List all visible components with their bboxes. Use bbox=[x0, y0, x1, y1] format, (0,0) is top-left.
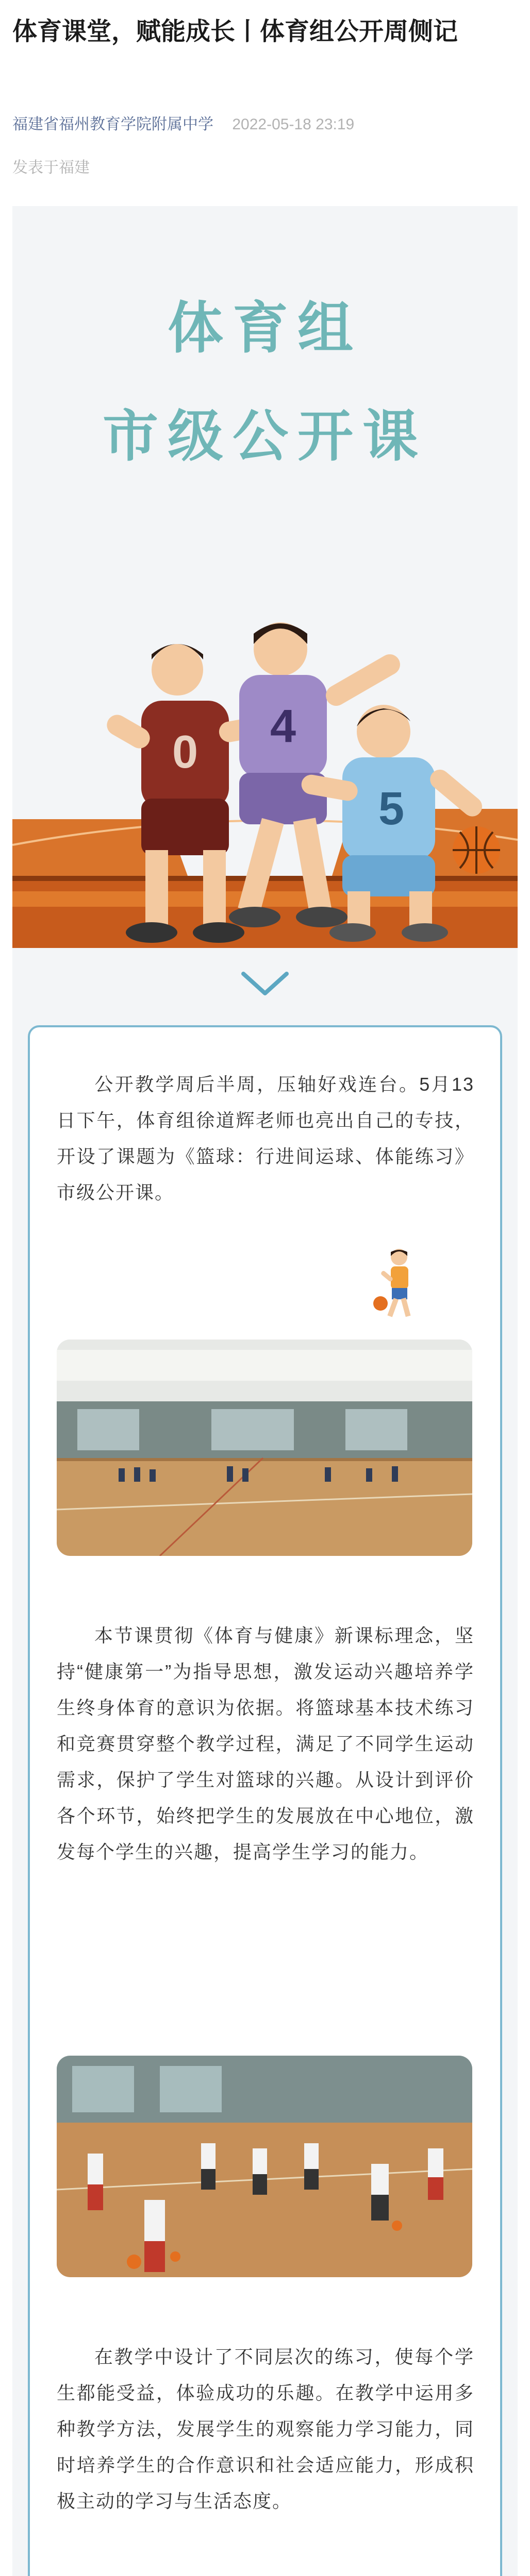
paragraph-2 bbox=[57, 1618, 474, 1870]
publish-date: 2022-05-18 23:19 bbox=[232, 116, 355, 133]
player-number-4: 4 bbox=[270, 701, 296, 752]
player-number-0: 0 bbox=[172, 726, 198, 778]
banner-title-line1: 体育组 bbox=[167, 297, 362, 359]
article-meta bbox=[12, 114, 518, 135]
dribbling-kid-icon bbox=[368, 1247, 425, 1324]
paragraph-1-text: 公开教学周后半周，压轴好戏连台。5月13日下午，体育组徐道辉老师也亮出自己的专技，开设了课题为《篮球：行进间运球、体能练习》市级公开课。 bbox=[57, 1074, 474, 1203]
chevron-down-icon bbox=[239, 969, 291, 999]
basketball-illustration bbox=[12, 206, 518, 948]
paragraph-1 bbox=[57, 1066, 474, 1211]
publish-location: 发表于福建 bbox=[12, 159, 90, 176]
banner bbox=[12, 206, 518, 948]
paragraph-3-text: 在教学中设计了不同层次的练习，使每个学生都能受益，体验成功的乐趣。在教学中运用多种教学方法，发展学生的观察能力学习能力，同时培养学生的合作意识和社会适应能力，形成积极主动的学习与生活态度。 bbox=[57, 2346, 474, 2512]
player-number-5: 5 bbox=[378, 783, 405, 835]
paragraph-3 bbox=[57, 2339, 474, 2519]
banner-title-line2: 市级公开课 bbox=[102, 405, 427, 467]
basketball-icon bbox=[453, 826, 500, 874]
students-dribbling-photo bbox=[57, 2056, 472, 2277]
paragraph-2-text: 本节课贯彻《体育与健康》新课标理念，坚持“健康第一”为指导思想，激发运动兴趣培养学生终身体育的意识为依据。将篮球基本技术练习和竞赛贯穿整个教学过程，满足了不同学生运动需求，保护了学生对篮球的兴趣。从设计到评价各个环节，始终把学生的发展放在中心地位，激发每个学生的兴趣，提高学生学习的能力。 bbox=[57, 1625, 474, 1862]
account-link[interactable]: 福建省福州教育学院附属中学 bbox=[12, 116, 213, 133]
gym-photo-wide bbox=[57, 1340, 472, 1556]
article-title: 体育课堂，赋能成长丨体育组公开周侧记 bbox=[12, 18, 458, 45]
